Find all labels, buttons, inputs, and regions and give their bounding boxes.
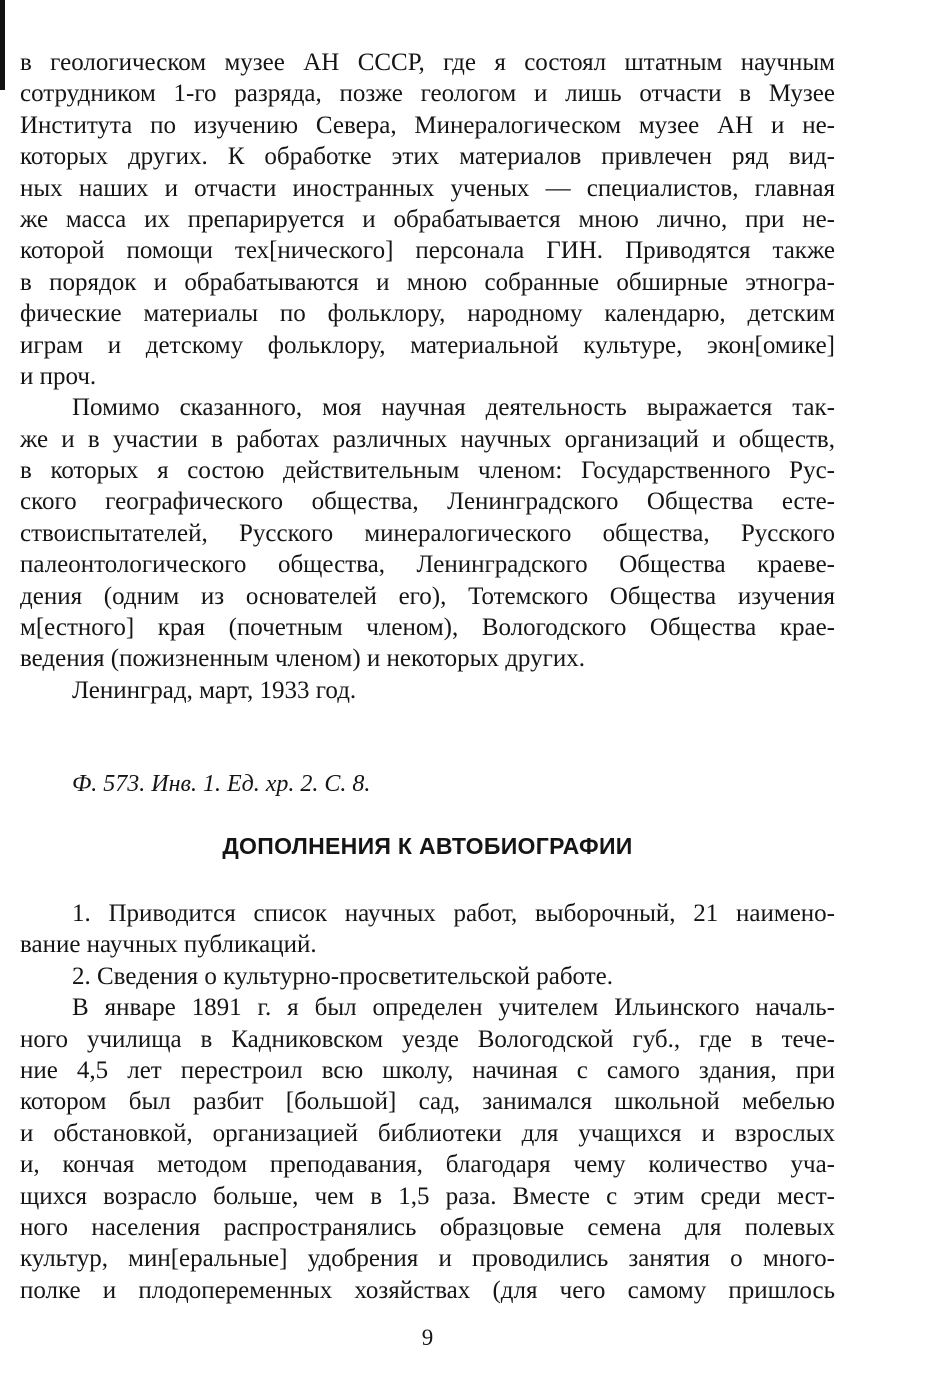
text-line: В январе 1891 г. я был определен учителем Ильинского началь- [72, 994, 835, 1022]
text-line: палеонтологического общества, Ленинградского Общества краеве- [20, 551, 835, 579]
archive-citation: Ф. 573. Инв. 1. Ед. хр. 2. С. 8. [72, 771, 371, 797]
text-line: и обстановкой, организацией библиотеки для учащихся и взрослых [20, 1119, 835, 1147]
text-line: же и в участии в работах различных научных организаций и обществ, [20, 425, 835, 453]
text-line: же масса их препарируется и обрабатывается мною лично, при не- [20, 205, 835, 233]
text-line: в геологическом музее АН СССР, где я состоял штатным научным [20, 49, 835, 76]
list-item-1 [20, 898, 835, 961]
text-line: дения (одним из основателей его), Тотемского Общества изучения [20, 582, 835, 610]
text-line: фические материалы по фольклору, народному календарю, детским [20, 300, 835, 328]
text-line: вание научных публикаций. [20, 931, 317, 959]
text-line: ного училища в Кадниковском уезде Вологодской губ., где в тече- [20, 1025, 835, 1053]
text-line: в порядок и обрабатываются и мною собранные обширные этногра- [20, 268, 835, 296]
text-line: в которых я состою действительным членом: Государственного Рус- [20, 457, 835, 485]
text-line: и проч. [20, 362, 97, 390]
section-heading: ДОПОЛНЕНИЯ К АВТОБИОГРАФИИ [222, 833, 633, 859]
text-line: сотрудником 1-го разряда, позже геологом и лишь отчасти в Музее [20, 80, 835, 108]
text-line: которой помощи тех[нического] персонала ГИН. Приводятся также [20, 237, 835, 265]
page-body-upper [20, 47, 835, 706]
text-line: ного населения распространялись образцовые семена для полевых [20, 1213, 835, 1241]
text-line: щихся возрасло больше, чем в 1,5 раза. Вместе с этим среди мест- [20, 1182, 835, 1210]
paragraph-school [20, 992, 835, 1306]
text-line: м[естного] края (почетным членом), Вологодского Общества крае- [20, 614, 835, 642]
signature-line: Ленинград, март, 1933 год. [72, 676, 357, 704]
page-number: 9 [421, 1325, 434, 1350]
paragraph-continuation [20, 47, 835, 392]
text-line: ных наших и отчасти иностранных ученых — специалистов, главная [20, 174, 835, 202]
text-line: ние 4,5 лет перестроил всю школу, начиная с самого здания, при [20, 1056, 835, 1084]
text-line: которых других. К обработке этих материалов привлечен ряд вид- [20, 143, 835, 171]
text-line: полке и плодопеременных хозяйствах (для чего самому пришлось [20, 1276, 835, 1304]
text-line: ствоиспытателей, Русского минералогического общества, Русского [20, 519, 835, 547]
text-line: 1. Приводится список научных работ, выборочный, 21 наимено- [72, 900, 835, 927]
text-line: ведения (пожизненным членом) и некоторых других. [20, 645, 585, 673]
text-line: Помимо сказанного, моя научная деятельность выражается так- [72, 394, 835, 422]
text-line: котором был разбит [большой] сад, занимался школьной мебелью [20, 1088, 835, 1116]
page-body-lower [20, 898, 835, 1306]
scan-edge-mark [0, 0, 5, 90]
text-line: и, кончая методом преподавания, благодаря чему количество уча- [20, 1151, 835, 1179]
paragraph-societies [20, 392, 835, 675]
text-line: культур, мин[еральные] удобрения и проводились занятия о много- [20, 1245, 835, 1273]
text-line: Института по изучению Севера, Минералогическом музее АН и не- [20, 111, 835, 139]
list-item-2: 2. Сведения о культурно-просветительской работе. [72, 962, 614, 990]
text-line: ского географического общества, Ленинградского Общества есте- [20, 488, 835, 516]
text-line: играм и детскому фольклору, материальной культуре, экон[омике] [20, 331, 835, 359]
